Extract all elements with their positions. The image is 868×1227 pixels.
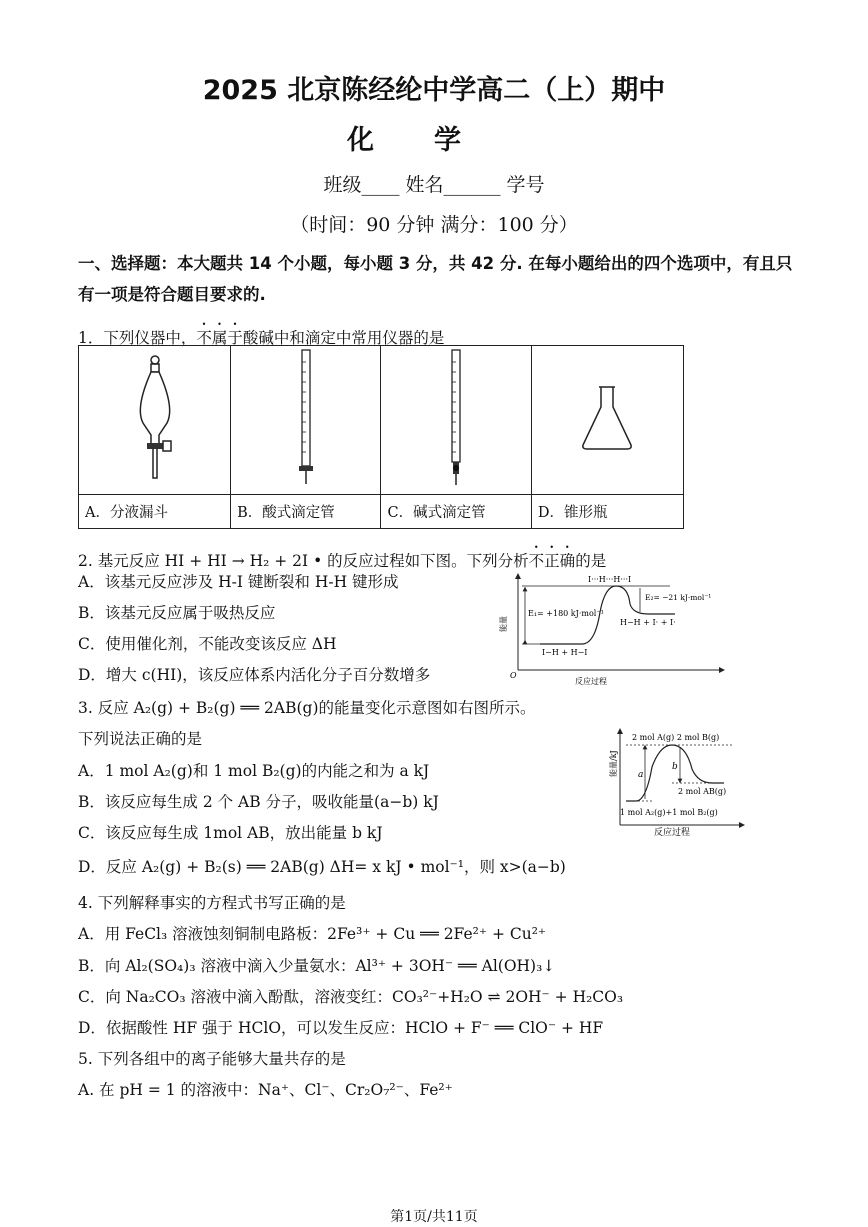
question-2-stem: 2. 基元反应 HI + HI → H₂ + 2I • 的反应过程如下图。下列分析不正确的是 [78, 552, 607, 570]
base-burette-cell [381, 346, 531, 495]
q4-option-a: A．用 FeCl₃ 溶液蚀刻铜制电路板：2Fe³⁺ + Cu ══ 2Fe²⁺ + Cu²⁺ [78, 925, 547, 943]
x-axis-label: 反应过程 [575, 677, 607, 686]
question-1-stem: 1．下列仪器中，不属于酸碱中和滴定中常用仪器的是 [78, 329, 445, 347]
y-axis-label: 能量 [499, 616, 508, 632]
section-instruction: 一、选择题：本大题共 14 个小题，每小题 3 分，共 42 分. 在每小题给出的四个选项中，有且只有一项是符合题目要求的. [78, 254, 793, 304]
y-axis-label: 能量/kJ [609, 750, 618, 777]
option-b-label: B．酸式滴定管 [231, 495, 381, 529]
option-a-label: A．分液漏斗 [79, 495, 231, 529]
apparatus-table [78, 345, 684, 529]
question-3-stem: 3. 反应 A₂(g) + B₂(g) ══ 2AB(g)的能量变化示意图如右图所示。 [78, 699, 536, 717]
q3-option-c: C．该反应每生成 1mol AB，放出能量 b kJ [78, 824, 383, 842]
x-axis-label: 反应过程 [654, 828, 691, 838]
a-label: a [638, 770, 644, 780]
page-footer: 第1页/共11页 [390, 1209, 478, 1225]
base-burette-icon [441, 348, 471, 488]
acid-burette-cell [231, 346, 381, 495]
q3-option-a: A．1 mol A₂(g)和 1 mol B₂(g)的内能之和为 a kJ [78, 762, 430, 780]
mid-label: 2 mol AB(g) [678, 787, 727, 796]
q2-energy-diagram [500, 572, 730, 687]
subject-title: 化学 [347, 125, 521, 156]
separatory-funnel-icon [125, 353, 185, 483]
conical-flask-cell [531, 346, 683, 495]
b-label: b [672, 762, 678, 772]
q2-option-b: B．该基元反应属于吸热反应 [78, 604, 276, 622]
top-label: 2 mol A(g) 2 mol B(g) [632, 733, 720, 742]
page-title: 2025 北京陈经纶中学高二（上）期中 [202, 75, 666, 106]
student-info-line: 班级____ 姓名______ 学号 [323, 174, 545, 196]
q3-energy-diagram [609, 727, 747, 838]
bottom-label: 1 mol A₂(g)+1 mol B₂(g) [620, 808, 718, 817]
reactant-label: I−H + H−I [542, 648, 588, 657]
q3-option-d: D．反应 A₂(g) + B₂(s) ══ 2AB(g) ΔH= x kJ • mol⁻¹，则 x>(a−b) [78, 858, 566, 876]
separatory-funnel-cell [79, 346, 231, 495]
q3-option-b: B．该反应每生成 2 个 AB 分子，吸收能量(a−b) kJ [78, 793, 439, 811]
q4-option-b: B．向 Al₂(SO₄)₃ 溶液中滴入少量氨水：Al³⁺ + 3OH⁻ ══ Al(OH)₃↓ [78, 957, 556, 975]
q4-option-d: D．依据酸性 HF 强于 HClO，可以发生反应：HClO + F⁻ ══ ClO⁻ + HF [78, 1019, 604, 1037]
q4-option-c: C．向 Na₂CO₃ 溶液中滴入酚酞，溶液变红：CO₃²⁻+H₂O ⇌ 2OH⁻ + H₂CO₃ [78, 988, 624, 1006]
origin-label: O [510, 671, 517, 680]
q5-option-a: A. 在 pH = 1 的溶液中：Na⁺、Cl⁻、Cr₂O₇²⁻、Fe²⁺ [78, 1081, 453, 1099]
e1-label: E₁= +180 kJ·mol⁻¹ [528, 609, 604, 618]
option-c-label: C．碱式滴定管 [381, 495, 531, 529]
exam-time-line: （时间：90 分钟 满分：100 分） [290, 214, 578, 236]
e2-label: E₂= −21 kJ·mol⁻¹ [645, 593, 712, 602]
transition-state-label: I···H···H···I [588, 575, 632, 584]
question-4-stem: 4. 下列解释事实的方程式书写正确的是 [78, 894, 346, 912]
q2-option-d: D．增大 c(HI)，该反应体系内活化分子百分数增多 [78, 666, 431, 684]
option-d-label: D．锥形瓶 [531, 495, 683, 529]
q2-option-a: A．该基元反应涉及 H-I 键断裂和 H-H 键形成 [78, 573, 399, 591]
product-label: H−H + I· + I· [620, 618, 676, 627]
q2-option-c: C．使用催化剂，不能改变该反应 ΔH [78, 635, 337, 653]
question-3-sub: 下列说法正确的是 [78, 730, 203, 748]
conical-flask-icon [577, 383, 637, 453]
question-5-stem: 5. 下列各组中的离子能够大量共存的是 [78, 1050, 346, 1068]
acid-burette-icon [291, 348, 321, 488]
